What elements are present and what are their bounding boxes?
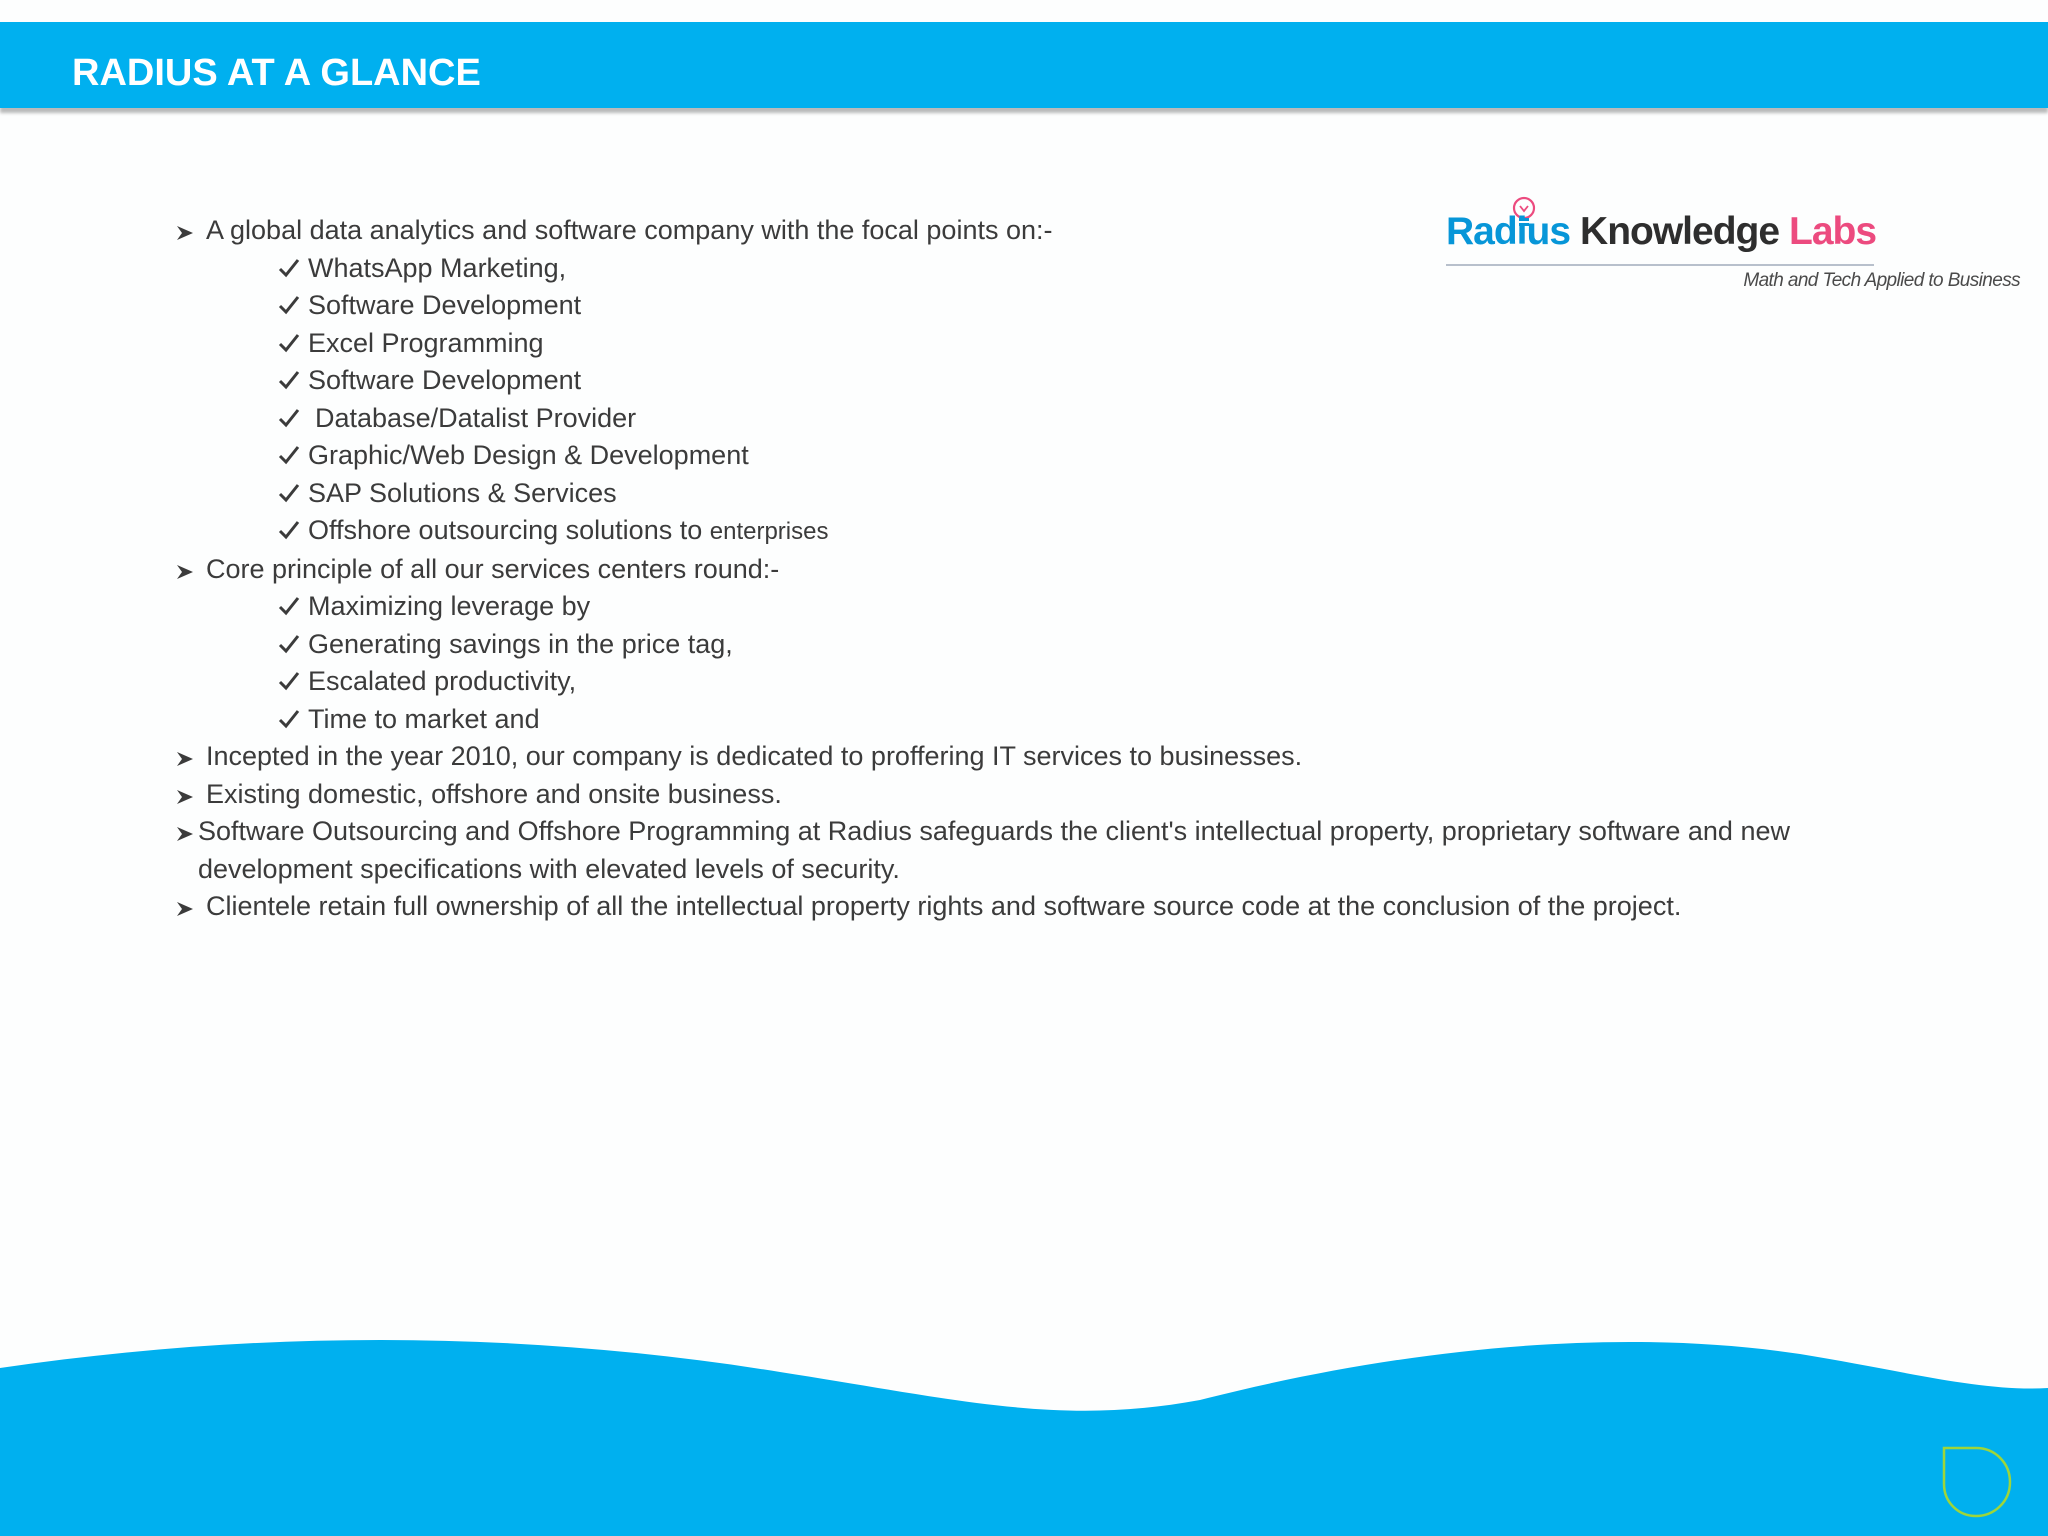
- check-item: [174, 437, 1914, 475]
- check-bullet-icon: [278, 408, 300, 428]
- check-text: Software Development: [308, 365, 582, 395]
- check-item: [174, 400, 1914, 438]
- bullet-text: Clientele retain full ownership of all the intellectual property rights and software source code at the conclusion of the project.: [206, 891, 1682, 921]
- check-text: Time to market and: [308, 703, 540, 734]
- bullet-content: [174, 212, 1914, 926]
- check-bullet-icon: [278, 483, 300, 503]
- check-item: [174, 250, 1914, 288]
- arrow-bullet-icon: [176, 789, 194, 805]
- check-text: Graphic/Web Design & Development: [308, 440, 749, 470]
- wave-footer: [0, 1330, 2048, 1536]
- check-bullet-icon: [278, 445, 300, 465]
- check-item: [174, 588, 1914, 626]
- check-text: WhatsApp Marketing,: [308, 252, 567, 283]
- check-text: Software Development: [308, 290, 582, 320]
- check-item: [174, 701, 1914, 739]
- bullet-item: [174, 212, 1914, 250]
- bullet-text: Core principle of all our services centers round:-: [206, 553, 780, 584]
- arrow-bullet-icon: [176, 225, 194, 241]
- arrow-bullet-icon: [176, 751, 194, 767]
- check-text-suffix: enterprises: [709, 518, 829, 545]
- check-text: SAP Solutions & Services: [308, 477, 617, 508]
- check-bullet-icon: [278, 258, 300, 278]
- logo-labs-text: Labs: [1789, 210, 1877, 253]
- check-text: Database/Datalist Provider: [315, 402, 637, 433]
- check-text: Maximizing leverage by: [308, 591, 591, 621]
- bullet-item: [174, 776, 1914, 814]
- check-text: Offshore outsourcing solutions to: [308, 515, 703, 545]
- bullet-item: [174, 738, 1914, 776]
- check-item: [174, 362, 1914, 400]
- check-text: Escalated productivity,: [308, 666, 577, 696]
- check-item: [174, 512, 1914, 551]
- check-bullet-icon: [278, 709, 300, 729]
- check-item: [174, 325, 1914, 363]
- bullet-item: [174, 551, 1914, 589]
- arrow-bullet-icon: [176, 826, 194, 842]
- corner-leaf-icon: [1940, 1444, 2014, 1520]
- bullet-text: Incepted in the year 2010, our company is dedicated to proffering IT services to businesses.: [206, 741, 1303, 771]
- logo-knowledge-text: Knowledge: [1580, 210, 1780, 253]
- check-bullet-icon: [278, 370, 300, 390]
- check-bullet-icon: [278, 634, 300, 654]
- check-bullet-icon: [278, 596, 300, 616]
- arrow-bullet-icon: [176, 901, 194, 917]
- logo-tagline: Math and Tech Applied to Business: [1743, 270, 2020, 291]
- check-text: Excel Programming: [308, 327, 544, 358]
- check-item: [174, 475, 1914, 513]
- check-bullet-icon: [278, 671, 300, 691]
- check-item: [174, 626, 1914, 664]
- check-bullet-icon: [278, 520, 300, 540]
- bullet-text: Existing domestic, offshore and onsite business.: [206, 778, 782, 809]
- arrow-bullet-icon: [176, 564, 194, 580]
- check-bullet-icon: [278, 295, 300, 315]
- check-item: [174, 287, 1914, 325]
- bullet-item: [174, 813, 1914, 888]
- page-title: RADIUS AT A GLANCE: [72, 52, 481, 94]
- logo-radius-text: Radius: [1446, 210, 1571, 253]
- check-text: Generating savings in the price tag,: [308, 628, 733, 659]
- check-bullet-icon: [278, 333, 300, 353]
- bullet-text: Software Outsourcing and Offshore Programming at Radius safeguards the client's intellectual property, proprietary software and new development specifications with elevated levels of security.: [198, 816, 1790, 884]
- check-item: [174, 663, 1914, 701]
- bullet-item: [174, 888, 1914, 926]
- bullet-text: A global data analytics and software company with the focal points on:-: [206, 215, 1053, 245]
